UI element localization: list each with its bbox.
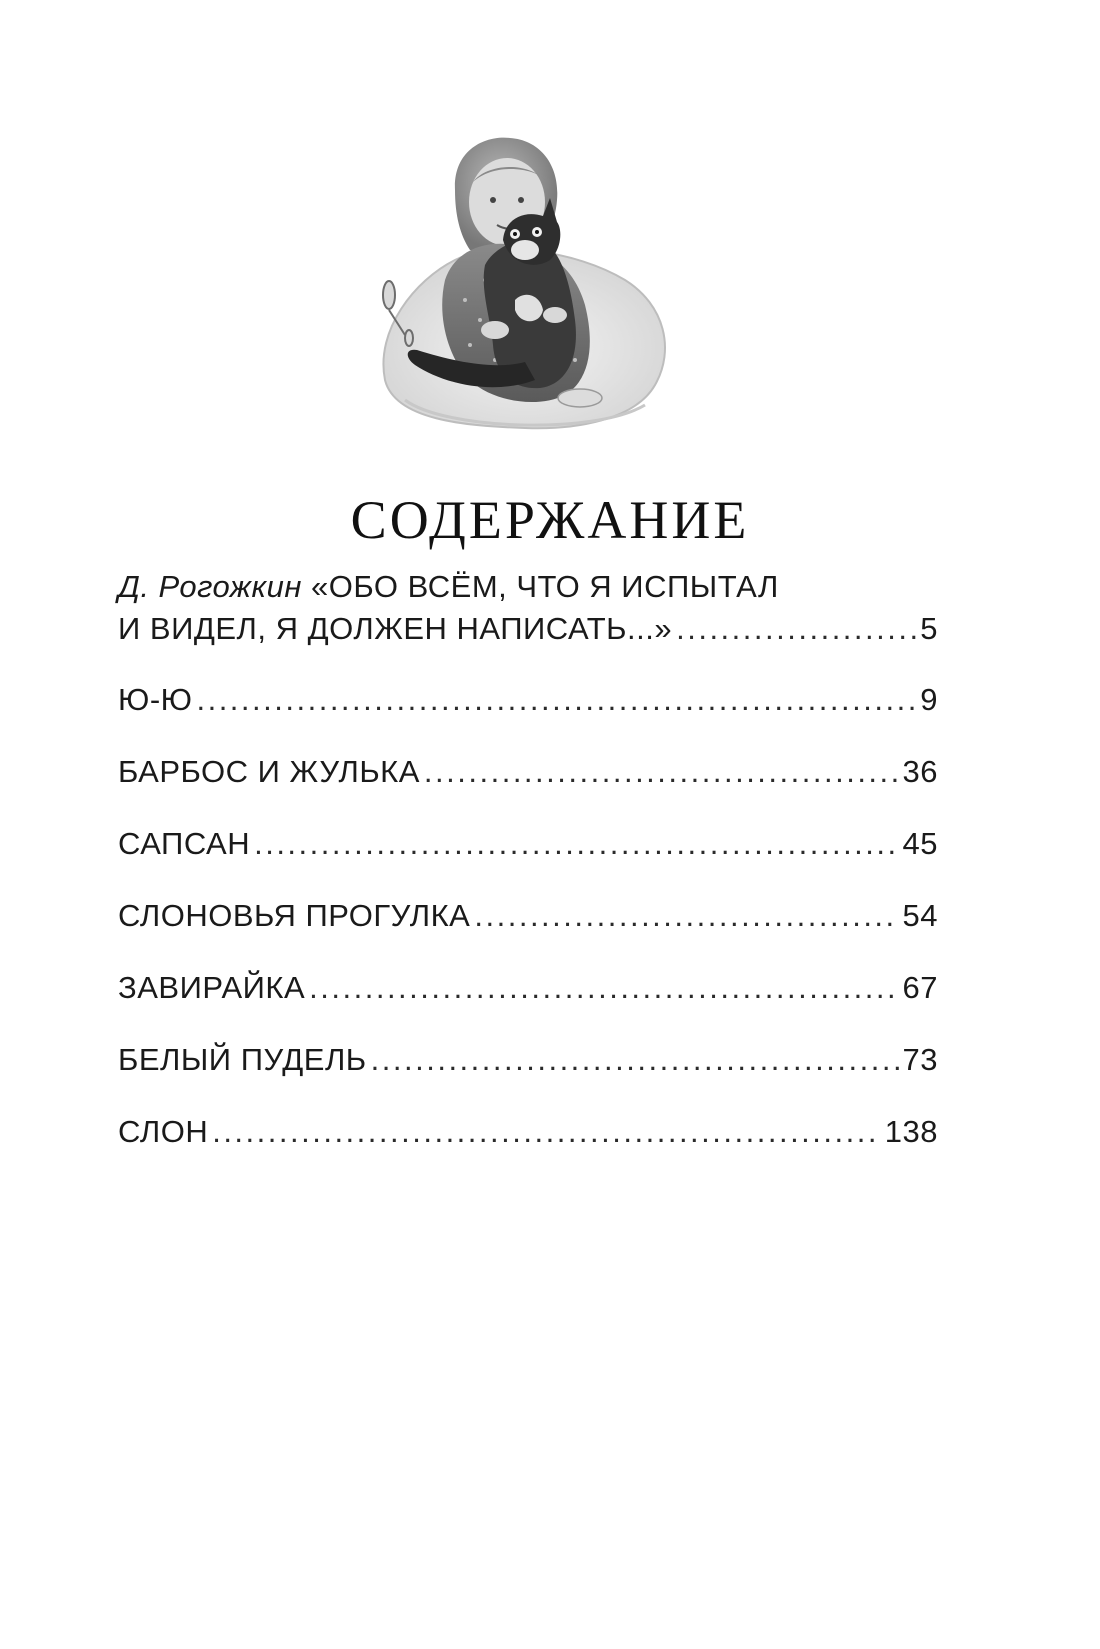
toc-entry[interactable]	[118, 968, 938, 1008]
toc-dot-leader	[212, 1112, 881, 1152]
toc-dot-leader	[309, 968, 898, 1008]
girl-hugging-cat-illustration	[375, 130, 685, 440]
toc-intro-line1	[118, 567, 938, 607]
toc-page-number: 9	[920, 682, 938, 717]
toc-intro-author: Д. Рогожкин	[118, 569, 302, 604]
toc-entry-title: Ю-Ю	[118, 682, 193, 717]
toc-intro-title-line2: И ВИДЕЛ, Я ДОЛЖЕН НАПИСАТЬ...»	[118, 611, 673, 646]
toc-dot-leader	[254, 824, 898, 864]
toc-dot-leader	[676, 609, 916, 649]
toc-page-number: 36	[902, 754, 938, 789]
toc-entry[interactable]	[118, 680, 938, 720]
toc-page-number: 138	[884, 1114, 938, 1149]
toc-page-number: 45	[902, 826, 938, 861]
toc-entry-title: ЗАВИРАЙКА	[118, 970, 306, 1005]
toc-intro-line2[interactable]	[118, 609, 938, 649]
toc-entry[interactable]	[118, 1040, 938, 1080]
toc-entry-title: БАРБОС И ЖУЛЬКА	[118, 754, 420, 789]
toc-dot-leader	[474, 896, 898, 936]
toc-intro-title-line1: «ОБО ВСЁМ, ЧТО Я ИСПЫТАЛ	[311, 569, 779, 604]
toc-page-number: 54	[902, 898, 938, 933]
toc-entry[interactable]	[118, 824, 938, 864]
toc-page-number: 5	[920, 611, 938, 646]
toc-page-number: 67	[902, 970, 938, 1005]
toc-entry[interactable]	[118, 1112, 938, 1152]
toc-dot-leader	[196, 680, 916, 720]
page-title: СОДЕРЖАНИЕ	[350, 490, 750, 550]
toc-dot-leader	[371, 1040, 899, 1080]
toc-entry-title: СЛОН	[118, 1114, 209, 1149]
toc-entry[interactable]	[118, 896, 938, 936]
toc-entry-title: СЛОНОВЬЯ ПРОГУЛКА	[118, 898, 471, 933]
toc-dot-leader	[424, 752, 899, 792]
toc-entry[interactable]	[118, 752, 938, 792]
toc-entry-title: САПСАН	[118, 826, 251, 861]
toc-page-number: 73	[902, 1042, 938, 1077]
toc-entry-title: БЕЛЫЙ ПУДЕЛЬ	[118, 1042, 367, 1077]
